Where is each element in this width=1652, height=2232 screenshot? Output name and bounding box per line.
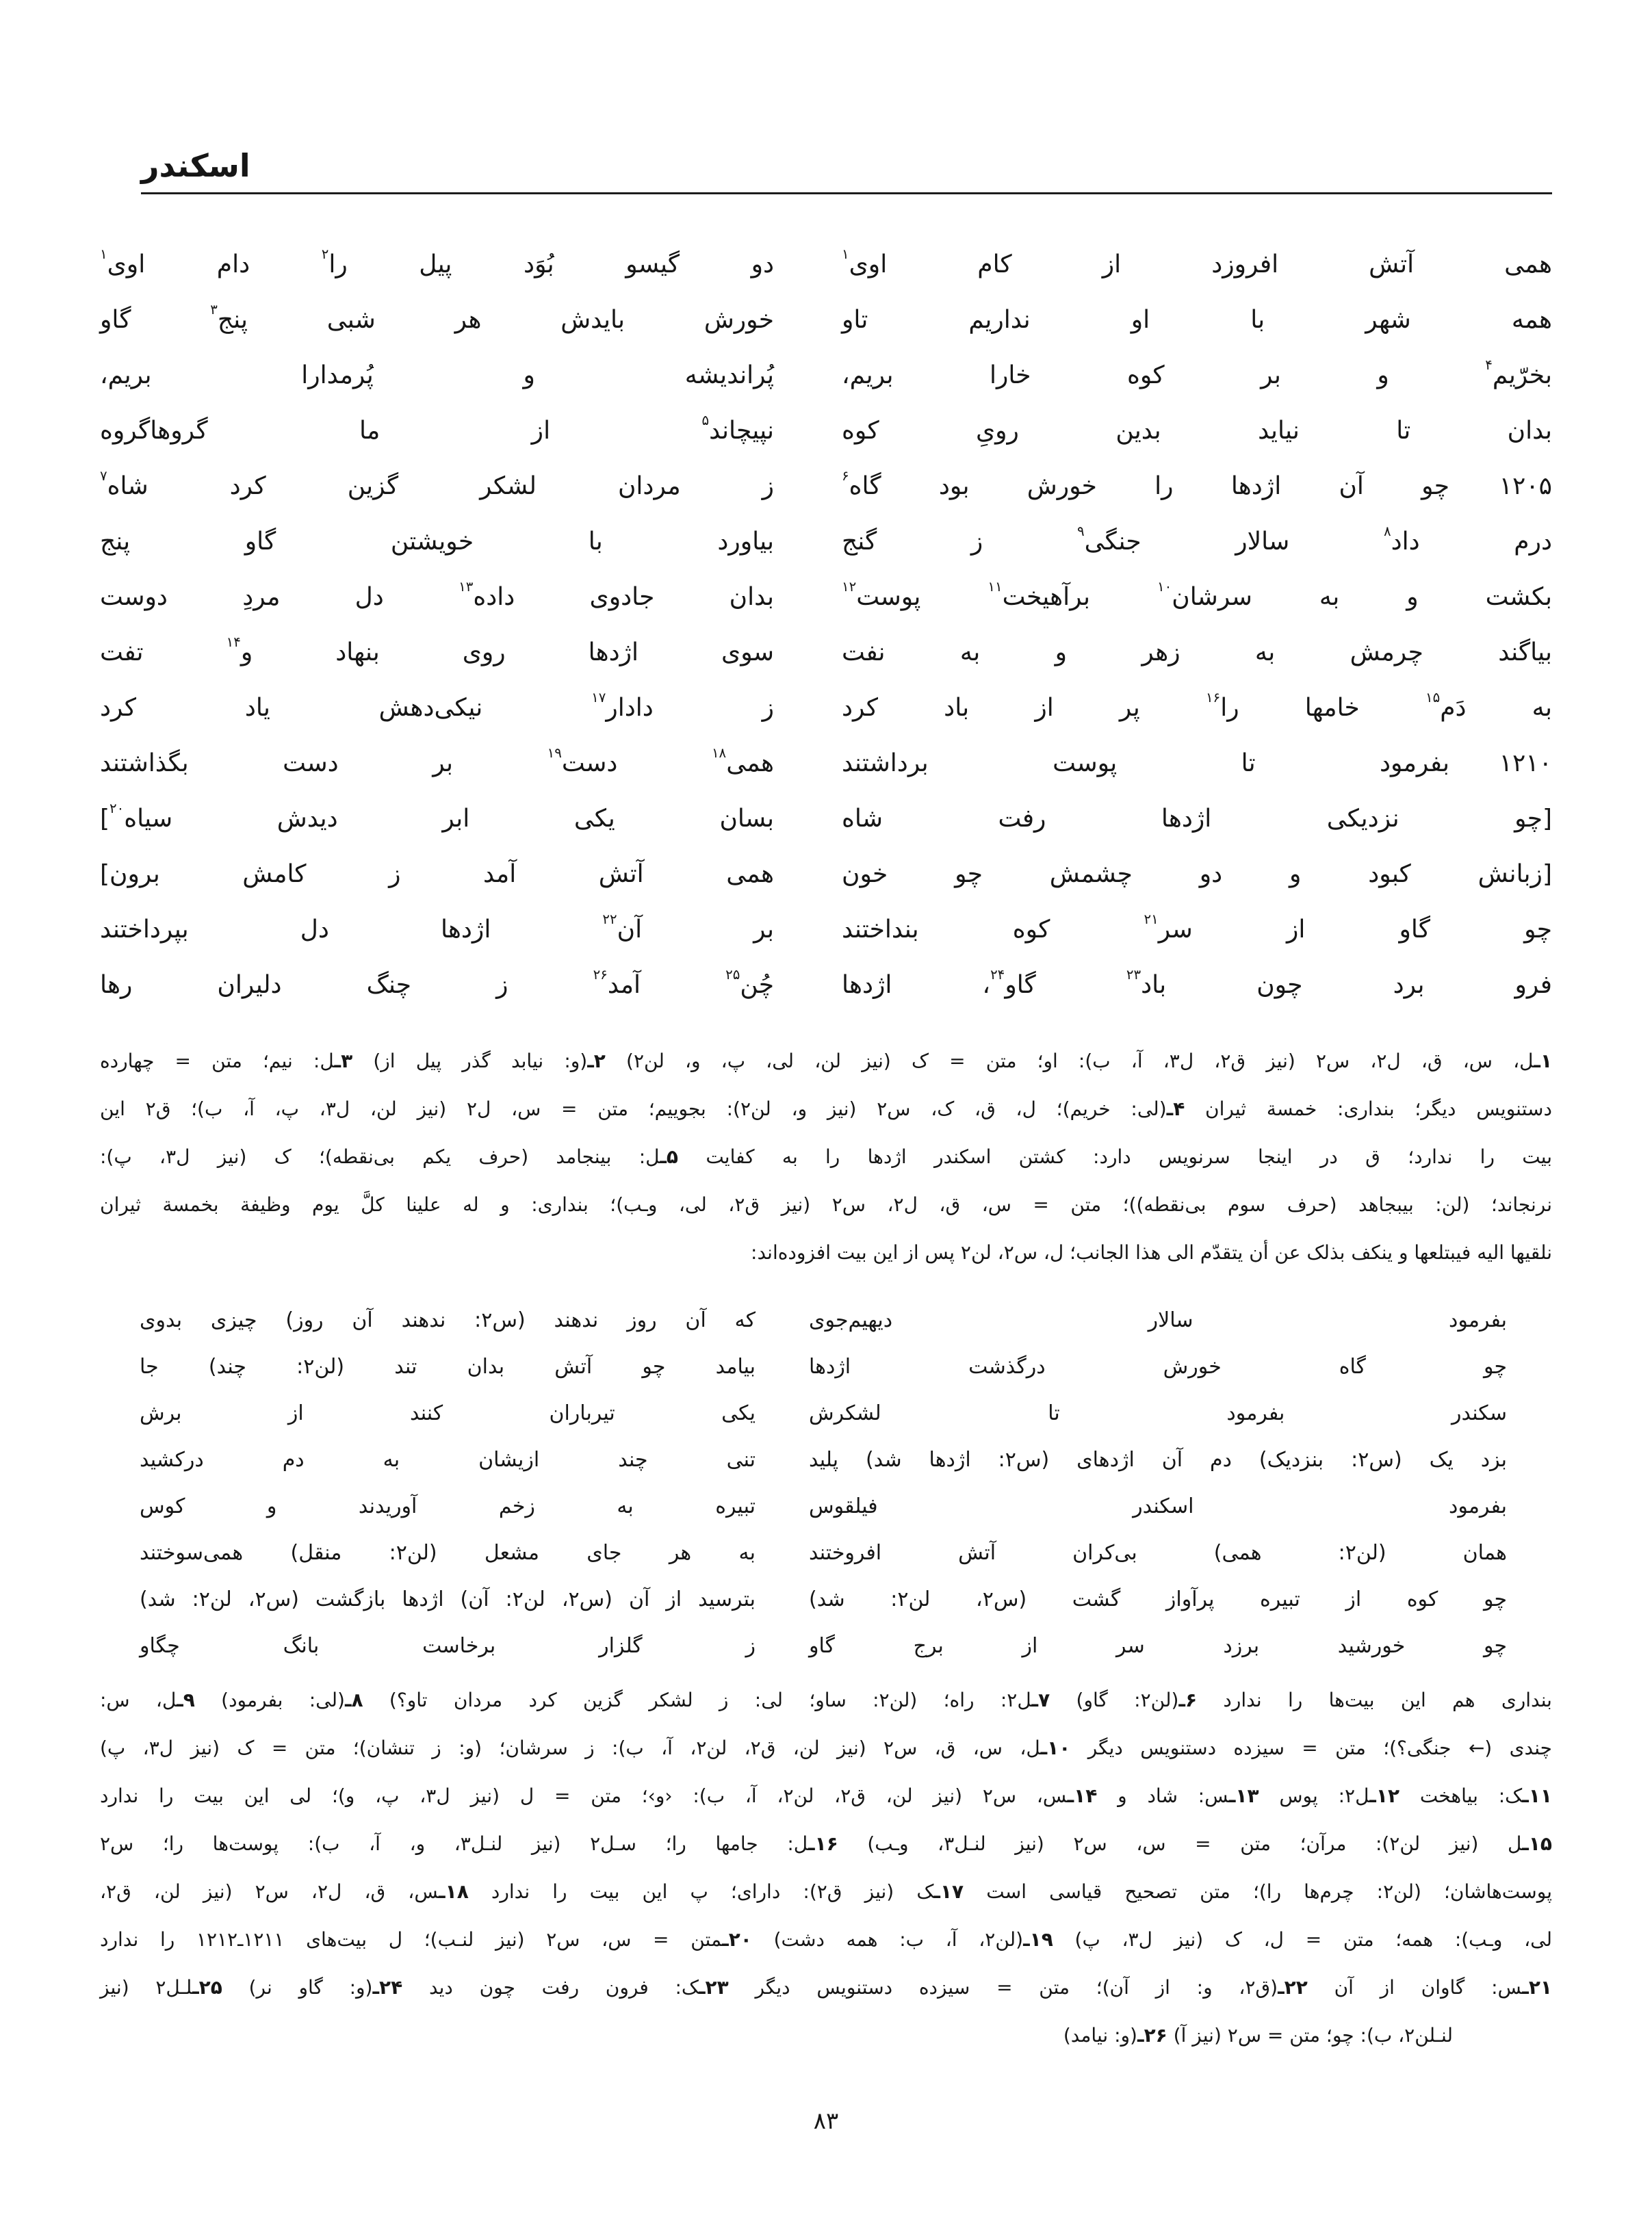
footnote-marker: ۴	[1485, 357, 1493, 374]
apparatus-note-number: ۲۶ـ	[1137, 2024, 1167, 2047]
apparatus-note-number: ۵ـ	[660, 1145, 679, 1168]
footnote-marker: ۱۲	[842, 579, 857, 595]
apparatus-note-number: ۱۵ـ	[1522, 1832, 1553, 1855]
right-hemistich: [چو نزدیکی اژدها رفت شاه	[842, 805, 1552, 833]
verse-number: ۱۲۱۰	[1499, 749, 1552, 777]
footnote-marker: ۲۱	[1144, 911, 1159, 928]
verse-row	[100, 348, 1552, 403]
left-hemistich: بر آن$^{۲۲}$ اژدها دل بپرداختند	[100, 911, 774, 944]
variant-verse-row	[100, 1437, 1552, 1483]
right-hemistich: بزد یک (س۲: بنزدیک) دم آن اژدهای (س۲: اژدها شد) پلید	[809, 1448, 1508, 1472]
footnote-marker: ۱۵	[1425, 690, 1441, 706]
apparatus-block-2	[100, 1676, 1552, 2060]
variant-verse-block	[100, 1297, 1552, 1670]
right-hemistich: [زبانش کبود و دو چشمش چو خون	[842, 860, 1552, 888]
apparatus-line: بنداری هم این بیت‌ها را ندارد ۶ـ(لن۲: گاو) ۷ـل۲: راه؛ (لن۲: ساو؛ لی: ز لشکر گزین کرد مردان تاو؟) ۸ـ(لی: بفرمود) ۹ـل، س:	[100, 1689, 1552, 1711]
apparatus-note-number: ۲۱ـ	[1522, 1976, 1553, 1999]
left-hemistich: پُراندیشه و پُرمدارا بریم،	[100, 361, 774, 389]
left-hemistich: تنی چند ازیشان به دم درکشید	[140, 1448, 756, 1472]
apparatus-note-number: ۲۵ـ	[192, 1976, 222, 1999]
footnote-marker: ۵	[701, 413, 710, 429]
left-hemistich: بیامد چو آتش بدان تند (لن۲: چند) جا	[140, 1355, 756, 1379]
right-hemistich: بفرمود تا پوست برداشتند	[842, 749, 1449, 777]
apparatus-line: بیت را ندارد؛ ق در اینجا سرنویس دارد: کشتن اسکندر اژدها را به کفایت ۵ـل: بینجامد (حرف یکم بی‌نقطه)؛ ک (نیز ل۳، پ):	[100, 1145, 1552, 1168]
page-number: ۸۳	[813, 2107, 839, 2135]
right-hemistich: چو آن اژدها را خورش بود گاه$^۶$	[842, 468, 1449, 500]
apparatus-line: نلقیها الیه فیبتلعها و ینکف بذلک عن أن یتقدّم الی هذا الجانب؛ ل، س۲، لن۲ پس از این بیت افزوده‌اند:	[751, 1241, 1552, 1264]
right-hemistich: همی آتش افروزد از کام اوی$^۱$	[842, 246, 1552, 278]
footnote-marker: ۱	[842, 246, 849, 263]
verse-number: ۱۲۰۵	[1499, 472, 1552, 500]
apparatus-note-number: ۹ـ	[177, 1689, 195, 1711]
apparatus-note-number: ۲۳ـ	[698, 1976, 729, 1999]
footnote-marker: ۲	[321, 246, 329, 263]
left-hemistich: بیاورد با خویشتن گاو پنج	[100, 528, 774, 556]
apparatus-note-number: ۱۷ـ	[933, 1880, 964, 1903]
apparatus-note-number: ۲۴ـ	[372, 1976, 403, 1999]
apparatus-note-number: ۱ـ	[1534, 1050, 1553, 1072]
verse-row	[100, 625, 1552, 680]
main-verse-block	[100, 237, 1552, 1013]
apparatus-line: پوست‌هاشان؛ (لن۲: چرم‌ها را)؛ متن تصحیح قیاسی است ۱۷ـک (نیز ق۲): دارای؛ پ این بیت را ندارد ۱۸ـس، ق، ل۲، س۲ (نیز لن، ق۲،	[100, 1880, 1552, 1903]
apparatus-note-number: ۱۱ـ	[1522, 1785, 1552, 1807]
verse-row	[100, 514, 1552, 569]
right-hemistich: همه شهر با او نداریم تاو	[842, 306, 1552, 334]
right-hemistich: درم داد$^۸$ سالار جنگی$^۹$ ز گنج	[842, 523, 1552, 556]
right-hemistich: چو خورشید برزد سر از برج گاو	[809, 1634, 1507, 1658]
right-hemistich: به دَم$^{۱۵}$ خامها را$^{۱۶}$ پر از باد کرد	[842, 690, 1552, 722]
apparatus-note-number: ۱۸ـ	[439, 1880, 469, 1903]
verse-row	[100, 680, 1552, 736]
apparatus-note-number: ۱۳ـ	[1228, 1785, 1259, 1807]
variant-verse-row	[100, 1297, 1552, 1344]
apparatus-note-number: ۲۲ـ	[1278, 1976, 1308, 1999]
right-hemistich: بکشت و به سرشان$^{۱۰}$ برآهیخت$^{۱۱}$ پوست$^{۱۲}$	[842, 579, 1553, 611]
left-hemistich: بترسید از آن (س۲، لن۲: آن) اژدها بازگشت (س۲، لن۲: شد)	[140, 1587, 756, 1611]
apparatus-line: ۱۵ـل (نیز لن۲): مرآن؛ متن = س، س۲ (نیز لنـل۳، وـب) ۱۶ـل: جامها را؛ سـل۲ (نیز لنـل۳، و، آ، ب): پوست‌ها را؛ س۲	[100, 1832, 1553, 1855]
footnote-marker: ۱۶	[1205, 690, 1221, 706]
verse-row	[100, 569, 1552, 625]
left-hemistich: بدان جادوی داده$^{۱۳}$ دل مردِ دوست	[100, 579, 774, 611]
right-hemistich: همان (لن۲: همی) بی‌کران آتش افروختند	[809, 1541, 1507, 1565]
footnote-marker: ۹	[1076, 523, 1085, 540]
left-hemistich: که آن روز ندهند (س۲: ندهند آن روز) چیزی بدوی	[140, 1308, 756, 1332]
footnote-marker: ۱۱	[988, 579, 1003, 595]
verse-row	[100, 846, 1552, 902]
right-hemistich: چو گاه خورش درگذشت اژدها	[809, 1355, 1507, 1379]
footnote-marker: ۱۰	[1157, 579, 1172, 595]
footnote-marker: ۲۶	[593, 967, 608, 983]
right-hemistich: بیاگند چرمش به زهر و به نفت	[842, 638, 1552, 666]
footnote-marker: ۲۰	[109, 801, 125, 817]
footnote-marker: ۱۸	[711, 745, 727, 762]
apparatus-note-number: ۱۴ـ	[1067, 1785, 1098, 1807]
left-hemistich: همی$^{۱۸}$ دست$^{۱۹}$ بر دست بگذاشتند	[100, 745, 774, 777]
right-hemistich: بفرمود اسکندر فیلقوس	[809, 1494, 1507, 1518]
header-rule	[141, 192, 1552, 194]
footnote-marker: ۱۷	[591, 690, 606, 706]
left-hemistich: بسان یکی ابر دیدش سیاه$^{۲۰}$]	[100, 801, 774, 833]
right-hemistich: بفرمود سالار دیهیم‌جوی	[809, 1308, 1507, 1332]
apparatus-line: ۱۱ـک: بیاهخت ۱۲ـل۲: پوس ۱۳ـس: شاد و ۱۴ـس، س۲ (نیز لن، ق۲، لن۲، آ، ب): ‹و›؛ متن = ل (نیز ل۳، پ، و)؛ لی این بیت را ندارد	[100, 1785, 1552, 1807]
verse-row	[100, 902, 1552, 957]
footnote-marker: ۱۳	[459, 579, 474, 595]
verse-row	[100, 237, 1552, 292]
right-hemistich: بدان تا نیاید بدین رویِ کوه	[842, 417, 1552, 445]
apparatus-note-number: ۳ـ	[334, 1050, 353, 1072]
verse-row	[100, 736, 1552, 791]
apparatus-block-1	[100, 1037, 1552, 1277]
left-hemistich: ز دادار$^{۱۷}$ نیکی‌دهش یاد کرد	[100, 690, 774, 722]
footnote-marker: ۳	[210, 302, 218, 318]
left-hemistich: ز مردان لشکر گزین کرد شاه$^۷$	[100, 468, 774, 500]
footnote-marker: ۷	[100, 468, 107, 484]
right-hemistich: بخرّیم$^۴$ و بر کوه خارا بریم،	[842, 357, 1552, 389]
verse-row	[100, 957, 1552, 1013]
variant-verse-row	[100, 1344, 1552, 1390]
variant-verse-row	[100, 1390, 1552, 1437]
left-hemistich: نپیچاند$^۵$ از ما گروهاگروه	[100, 413, 774, 445]
verse-row	[100, 403, 1552, 458]
apparatus-line: لی، وـب): همه؛ متن = ل، ک (نیز ل۳، پ) ۱۹ـ(لن۲، آ، ب: همه دشت) ۲۰ـمتن = س، س۲ (نیز لنـب)؛ ل بیت‌های ۱۲۱۱ـ۱۲۱۲ را ندارد	[100, 1928, 1552, 1951]
left-hemistich: ز گلزار برخاست بانگ چگاو	[140, 1634, 756, 1658]
left-hemistich: خورش بایدش هر شبی پنج$^۳$ گاو	[100, 302, 774, 334]
right-hemistich: چو کوه از تبیره پرآواز گشت (س۲، لن۲: شد)	[809, 1587, 1507, 1611]
footnote-marker: ۱	[100, 246, 107, 263]
apparatus-note-number: ۱۹ـ	[1023, 1928, 1053, 1951]
left-hemistich: چُن$^{۲۵}$ آمد$^{۲۶}$ ز چنگ دلیران رها	[100, 967, 774, 999]
variant-verse-row	[100, 1530, 1552, 1576]
right-hemistich: چو گاو از سر$^{۲۱}$ کوه بنداختند	[842, 911, 1552, 944]
apparatus-note-number: ۲۰ـ	[722, 1928, 752, 1951]
footnote-marker: ۲۳	[1126, 967, 1141, 983]
footnote-marker: ۸	[1383, 523, 1391, 540]
left-hemistich: سوی اژدها روی بنهاد و$^{۱۴}$ تفت	[100, 634, 774, 666]
apparatus-line: ۱ـل، س، ق، ل۲، س۲ (نیز ق۲، ل۳، آ، ب): او؛ متن = ک (نیز لن، لی، پ، و، لن۲) ۲ـ(و: نیابد گذر پیل از) ۳ـل: نیم؛ متن = چهارده	[100, 1050, 1553, 1072]
footnote-marker: ۲۴	[990, 967, 1005, 983]
left-hemistich: به هر جای مشعل (لن۲: منقل) همی‌سوختند	[140, 1541, 756, 1565]
page-header-title: اسکندر	[141, 147, 250, 184]
left-hemistich: تبیره به زخم آوریدند و کوس	[140, 1494, 756, 1518]
variant-verse-row	[100, 1623, 1552, 1670]
footnote-marker: ۶	[842, 468, 849, 484]
verse-row	[100, 791, 1552, 846]
apparatus-note-number: ۱۶ـ	[808, 1832, 838, 1855]
verse-row	[100, 292, 1552, 348]
apparatus-line: لنـلن۲، ب): چو؛ متن = س۲ (نیز آ) ۲۶ـ(و: نیامد)	[1063, 2024, 1453, 2047]
right-hemistich: فرو برد چون باد$^{۲۳}$ گاو$^{۲۴}$، اژدها	[842, 967, 1553, 999]
apparatus-line: دستنویس دیگر؛ بنداری: خمسة ثیران ۴ـ(لی: خریم)؛ ل، ق، ک، س۲ (نیز و، لن۲): بجوییم؛ متن = س، ل۲ (نیز لن، ل۳، پ، آ، ب)؛ ق۲ این	[100, 1098, 1552, 1120]
apparatus-note-number: ۷ـ	[1031, 1689, 1050, 1711]
footnote-marker: ۱۹	[547, 745, 562, 762]
variant-verse-row	[100, 1576, 1552, 1623]
apparatus-note-number: ۶ـ	[1178, 1689, 1198, 1711]
left-hemistich: یکی تیرباران کنند از برش	[140, 1401, 756, 1425]
left-hemistich: دو گیسو بُوَد پیل را$^۲$ دام اوی$^۱$	[100, 246, 774, 278]
apparatus-note-number: ۱۰ـ	[1040, 1737, 1071, 1759]
footnote-marker: ۲۲	[602, 911, 617, 928]
footnote-marker: ۲۵	[725, 967, 740, 983]
apparatus-note-number: ۱۲ـ	[1369, 1785, 1400, 1807]
footnote-marker: ۱۴	[226, 634, 241, 651]
left-hemistich: همی آتش آمد ز کامش برون]	[100, 860, 774, 888]
apparatus-line: ۲۱ـس: گاوان از آن ۲۲ـ(ق۲، و: از آن)؛ متن = سیزده دستنویس دیگر ۲۳ـک: فرون رفت چون دید ۲۴ـ(و: گاو نر) ۲۵ـلـل۲ (نیز	[100, 1976, 1553, 1999]
verse-row	[100, 458, 1552, 514]
apparatus-note-number: ۴ـ	[1166, 1098, 1185, 1120]
apparatus-note-number: ۸ـ	[344, 1689, 363, 1711]
apparatus-note-number: ۲ـ	[587, 1050, 606, 1072]
apparatus-line: نرنجاند؛ (لن: بیبجاهد (حرف سوم بی‌نقطه))؛ متن = س، ق، ل۲، س۲ (نیز ق۲، لی، وـب)؛ بنداری: و له علینا کلَّ یوم وظیفة بخمسة ثیران	[100, 1193, 1553, 1216]
right-hemistich: سکندر بفرمود تا لشکرش	[809, 1401, 1507, 1425]
variant-verse-row	[100, 1483, 1552, 1530]
apparatus-line: چندی (← جنگی؟)؛ متن = سیزده دستنویس دیگر ۱۰ـل، س، ق، س۲ (نیز لن، ق۲، لن۲، آ، ب): ز سرشان؛ (و: ز تنشان)؛ متن = ک (نیز ل۳، پ)	[100, 1737, 1552, 1759]
